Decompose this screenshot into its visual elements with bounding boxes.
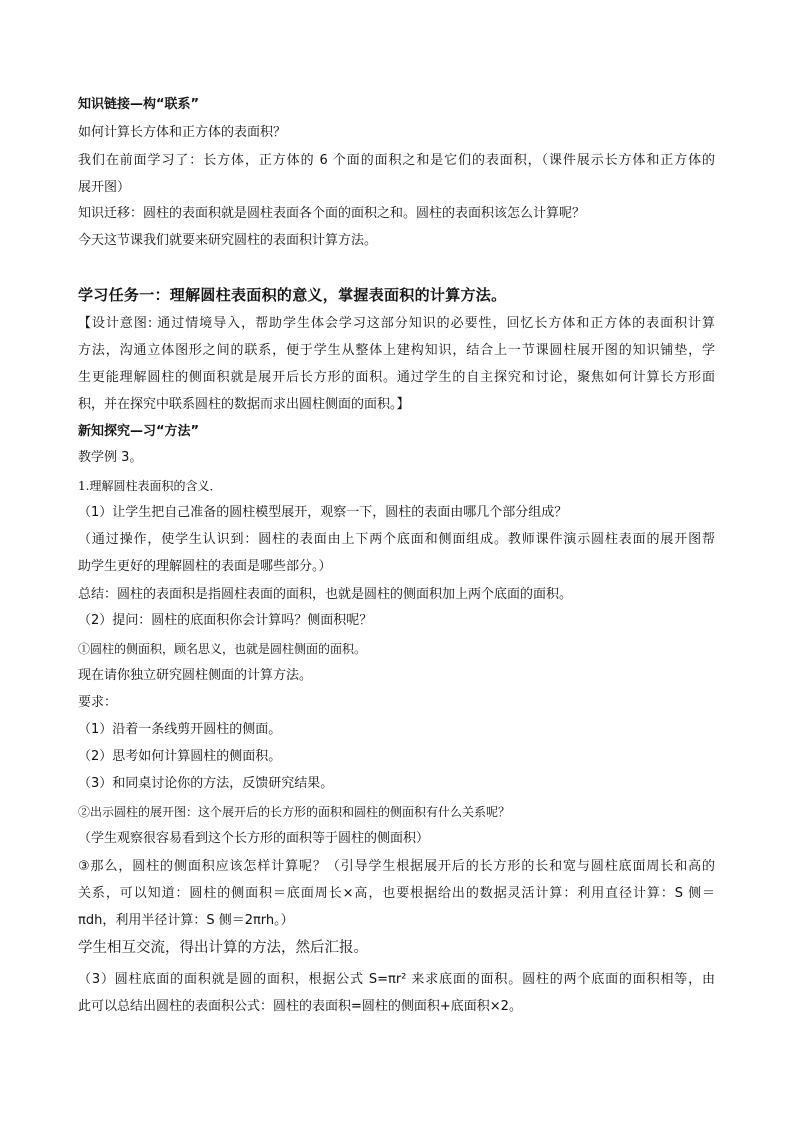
paragraph-line: （通过操作，使学生认识到：圆柱的表面由上下两个底面和侧面组成。教师课件演示圆柱表面的展开图帮 (78, 532, 715, 547)
paragraph-line: （3）圆柱底面的面积就是圆的面积，根据公式 S=πr² 来求底面的面积。圆柱的两个底面的面积相等，由 (78, 972, 715, 987)
question-text: 如何计算长方体和正方体的表面积？ (78, 125, 287, 140)
paragraph-line: 今天这节课我们就要来研究圆柱的表面积计算方法。 (78, 233, 378, 248)
section-heading-new-knowledge: 新知探究—习“方法” (78, 424, 200, 439)
list-item: （2）思考如何计算圆柱的侧面积。 (78, 749, 282, 764)
paragraph-line: 助学生更好的理解圆柱的表面是哪些部分。） (78, 559, 332, 574)
section-heading-knowledge-link: 知识链接—构“联系” (78, 97, 200, 112)
paragraph-line: （学生观察很容易看到这个长方形的面积等于圆柱的侧面积） (78, 831, 430, 846)
paragraph-line: 展开图） (78, 180, 131, 195)
list-item: （1）沿着一条线剪开圆柱的侧面。 (78, 722, 282, 737)
paragraph-line: 此可以总结出圆柱的表面积公式：圆柱的表面积=圆柱的侧面积+底面积×2。 (78, 999, 522, 1014)
paragraph-line: 我们在前面学习了：长方体，正方体的 6 个面的面积之和是它们的表面积，（课件展示长方体和正方体的 (78, 153, 715, 168)
paragraph-line: 1.理解圆柱表面积的含义． (78, 479, 222, 493)
paragraph-line: （1）让学生把自己准备的圆柱模型展开，观察一下，圆柱的表面由哪几个部分组成？ (78, 505, 568, 520)
design-intent-line: 方法，沟通立体图形之间的联系，便于学生从整体上建构知识，结合上一节课圆柱展开图的知识铺垫，学 (78, 343, 715, 358)
paragraph-line: 关系，可以知道：圆柱的侧面积＝底面周长×高，也要根据给出的数据灵活计算：利用直径计算：S 侧＝ (78, 886, 715, 901)
paragraph-line: ②出示圆柱的展开图：这个展开后的长方形的面积和圆柱的侧面积有什么关系呢？ (78, 805, 511, 819)
paragraph-line: 总结：圆柱的表面积是指圆柱表面的面积，也就是圆柱的侧面积加上两个底面的面积。 (78, 587, 573, 602)
paragraph-line: ①圆柱的侧面积，顾名思义，也就是圆柱侧面的面积。 (78, 642, 367, 656)
paragraph-line: πdh，利用半径计算：S 侧＝2πrh。） (78, 913, 294, 928)
paragraph-line: 知识迁移：圆柱的表面积就是圆柱表面各个面的面积之和。圆柱的表面积该怎么计算呢？ (78, 206, 586, 221)
design-intent-line: 【设计意图: 通过情境导入，帮助学生体会学习这部分知识的必要性，回忆长方体和正方体的表面积计算 (78, 316, 715, 331)
task-heading: 学习任务一：理解圆柱表面积的意义，掌握表面积的计算方法。 (78, 286, 507, 304)
list-item: （3）和同桌讨论你的方法，反馈研究结果。 (78, 776, 334, 791)
paragraph-line: （2）提问：圆柱的底面积你会计算吗？侧面积呢？ (78, 613, 373, 628)
paragraph-line: 要求： (78, 695, 118, 710)
design-intent-line: 生更能理解圆柱的侧面积就是展开后长方形的面积。通过学生的自主探究和讨论，聚焦如何计算长方形面 (78, 370, 715, 385)
paragraph-line: 教学例 3。 (78, 450, 143, 465)
paragraph-line: 学生相互交流，得出计算的方法，然后汇报。 (78, 940, 368, 956)
paragraph-line: 现在请你独立研究圆柱侧面的计算方法。 (78, 668, 313, 683)
design-intent-line: 积，并在探究中联系圆柱的数据而求出圆柱侧面的面积。】 (78, 397, 410, 412)
paragraph-line: ③那么，圆柱的侧面积应该怎样计算呢？（引导学生根据展开后的长方形的长和宽与圆柱底面周长和高的 (78, 859, 715, 874)
